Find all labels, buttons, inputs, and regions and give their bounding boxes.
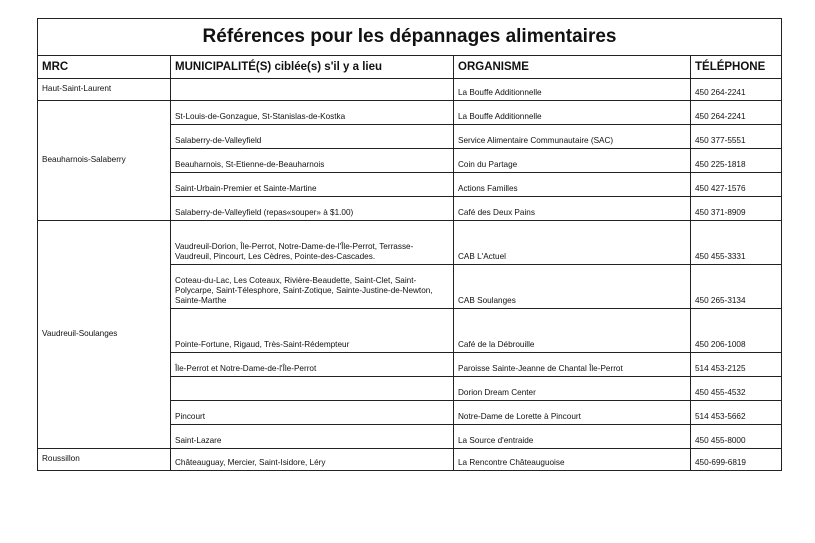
organisme-cell: La Source d'entraide [454, 425, 691, 449]
municipalite-cell: Saint-Urbain-Premier et Sainte-Martine [171, 173, 454, 197]
telephone-cell: 450 371-8909 [691, 197, 782, 221]
organisme-cell: Actions Familles [454, 173, 691, 197]
telephone-cell: 514 453-5662 [691, 401, 782, 425]
municipalite-cell: Salaberry-de-Valleyfield [171, 125, 454, 149]
organisme-cell: Paroisse Sainte-Jeanne de Chantal Île-Perrot [454, 353, 691, 377]
mrc-cell: Haut-Saint-Laurent [38, 79, 171, 101]
telephone-cell: 450 265-3134 [691, 265, 782, 309]
telephone-cell: 450 377-5551 [691, 125, 782, 149]
organisme-cell: Service Alimentaire Communautaire (SAC) [454, 125, 691, 149]
organisme-cell: Coin du Partage [454, 149, 691, 173]
telephone-cell: 450 427-1576 [691, 173, 782, 197]
references-table [37, 18, 782, 471]
header-telephone: TÉLÉPHONE [691, 56, 782, 79]
telephone-cell: 450 455-3331 [691, 221, 782, 265]
municipalite-cell: Vaudreuil-Dorion, Île-Perrot, Notre-Dame-de-l'Île-Perrot, Terrasse-Vaudreuil, Pincourt, Les Cèdres, Pointe-des-Cascades. [171, 221, 454, 265]
header-organisme: ORGANISME [454, 56, 691, 79]
organisme-cell: Café de la Débrouille [454, 309, 691, 353]
document-sheet [37, 18, 781, 471]
municipalite-cell: Pointe-Fortune, Rigaud, Très-Saint-Rédempteur [171, 309, 454, 353]
municipalite-cell: Coteau-du-Lac, Les Coteaux, Rivière-Beaudette, Saint-Clet, Saint-Polycarpe, Saint-Télesphore, Saint-Zotique, Sainte-Justine-de-Newton, Sainte-Marthe [171, 265, 454, 309]
organisme-cell: La Rencontre Châteauguoise [454, 449, 691, 471]
telephone-cell: 514 453-2125 [691, 353, 782, 377]
municipalite-cell: Île-Perrot et Notre-Dame-de-l'Île-Perrot [171, 353, 454, 377]
municipalite-cell [171, 79, 454, 101]
mrc-cell: Vaudreuil-Soulanges [38, 221, 171, 449]
telephone-cell: 450 455-8000 [691, 425, 782, 449]
telephone-cell: 450 455-4532 [691, 377, 782, 401]
table-row [38, 221, 782, 265]
organisme-cell: Notre-Dame de Lorette à Pincourt [454, 401, 691, 425]
organisme-cell: La Bouffe Additionnelle [454, 101, 691, 125]
mrc-cell: Beauharnois-Salaberry [38, 101, 171, 221]
municipalite-cell [171, 377, 454, 401]
telephone-cell: 450-699-6819 [691, 449, 782, 471]
municipalite-cell: Châteauguay, Mercier, Saint-Isidore, Léry [171, 449, 454, 471]
table-row [38, 79, 782, 101]
organisme-cell: CAB L'Actuel [454, 221, 691, 265]
table-row [38, 449, 782, 471]
organisme-cell: Café des Deux Pains [454, 197, 691, 221]
telephone-cell: 450 264-2241 [691, 79, 782, 101]
header-row [38, 56, 782, 79]
municipalite-cell: Pincourt [171, 401, 454, 425]
organisme-cell: CAB Soulanges [454, 265, 691, 309]
telephone-cell: 450 206-1008 [691, 309, 782, 353]
table-row [38, 101, 782, 125]
page-title: Références pour les dépannages alimentaires [38, 19, 782, 56]
telephone-cell: 450 225-1818 [691, 149, 782, 173]
organisme-cell: Dorion Dream Center [454, 377, 691, 401]
header-mrc: MRC [38, 56, 171, 79]
municipalite-cell: Beauharnois, St-Etienne-de-Beauharnois [171, 149, 454, 173]
municipalite-cell: Salaberry-de-Valleyfield (repas«souper» à $1.00) [171, 197, 454, 221]
telephone-cell: 450 264-2241 [691, 101, 782, 125]
municipalite-cell: St-Louis-de-Gonzague, St-Stanislas-de-Kostka [171, 101, 454, 125]
mrc-cell: Roussillon [38, 449, 171, 471]
header-municipalite: MUNICIPALITÉ(S) ciblée(s) s'il y a lieu [171, 56, 454, 79]
municipalite-cell: Saint-Lazare [171, 425, 454, 449]
organisme-cell: La Bouffe Additionnelle [454, 79, 691, 101]
